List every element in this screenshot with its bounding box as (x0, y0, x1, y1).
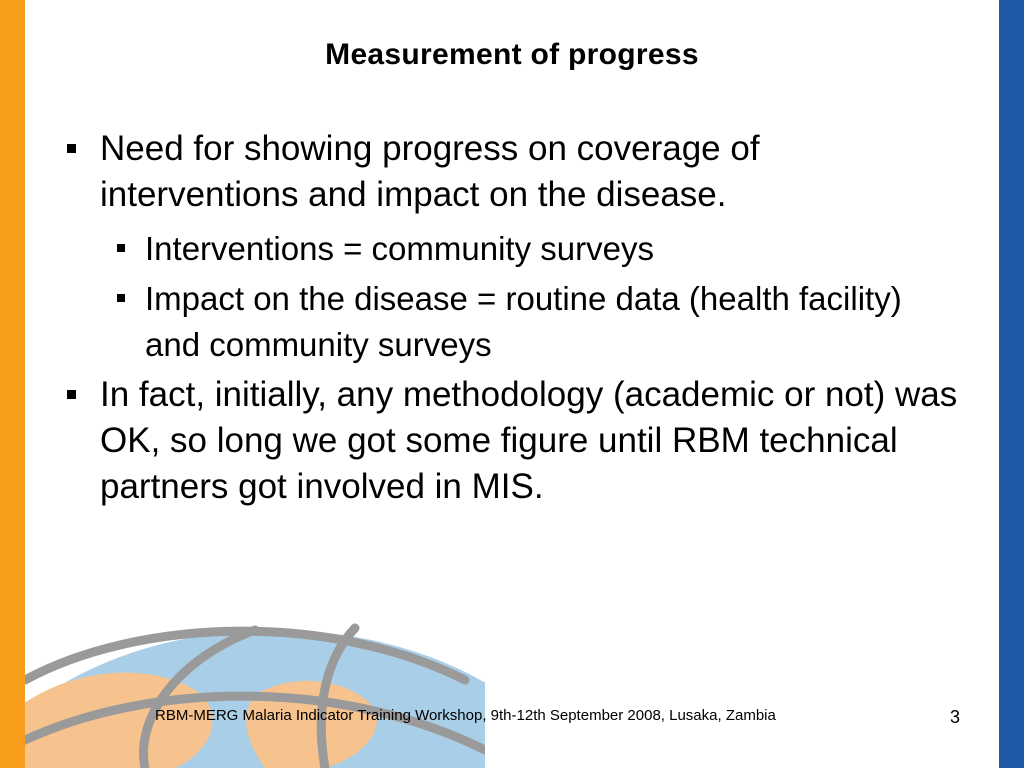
square-bullet-icon (117, 244, 125, 252)
bullet-text: Impact on the disease = routine data (health facility) and community surveys (145, 280, 902, 363)
square-bullet-icon (67, 390, 76, 399)
slide-footer: RBM-MERG Malaria Indicator Training Workshop, 9th-12th September 2008, Lusaka, Zambia (155, 707, 776, 724)
square-bullet-icon (117, 294, 125, 302)
slide-title: Measurement of progress (325, 38, 699, 71)
page-number: 3 (950, 707, 961, 727)
bullet-item (60, 126, 960, 218)
sub-bullet-item (60, 276, 960, 368)
bullet-item (60, 372, 960, 510)
globe-logo (25, 600, 485, 768)
left-accent-bar (0, 0, 25, 768)
sub-bullet-item (60, 226, 960, 272)
bullet-list (60, 126, 960, 518)
bullet-text: In fact, initially, any methodology (academic or not) was OK, so long we got some figure until RBM technical partners got involved in MIS. (100, 375, 958, 506)
right-accent-bar (999, 0, 1024, 768)
bullet-text: Need for showing progress on coverage of interventions and impact on the disease. (100, 129, 760, 214)
bullet-text: Interventions = community surveys (145, 230, 654, 267)
square-bullet-icon (67, 144, 76, 153)
